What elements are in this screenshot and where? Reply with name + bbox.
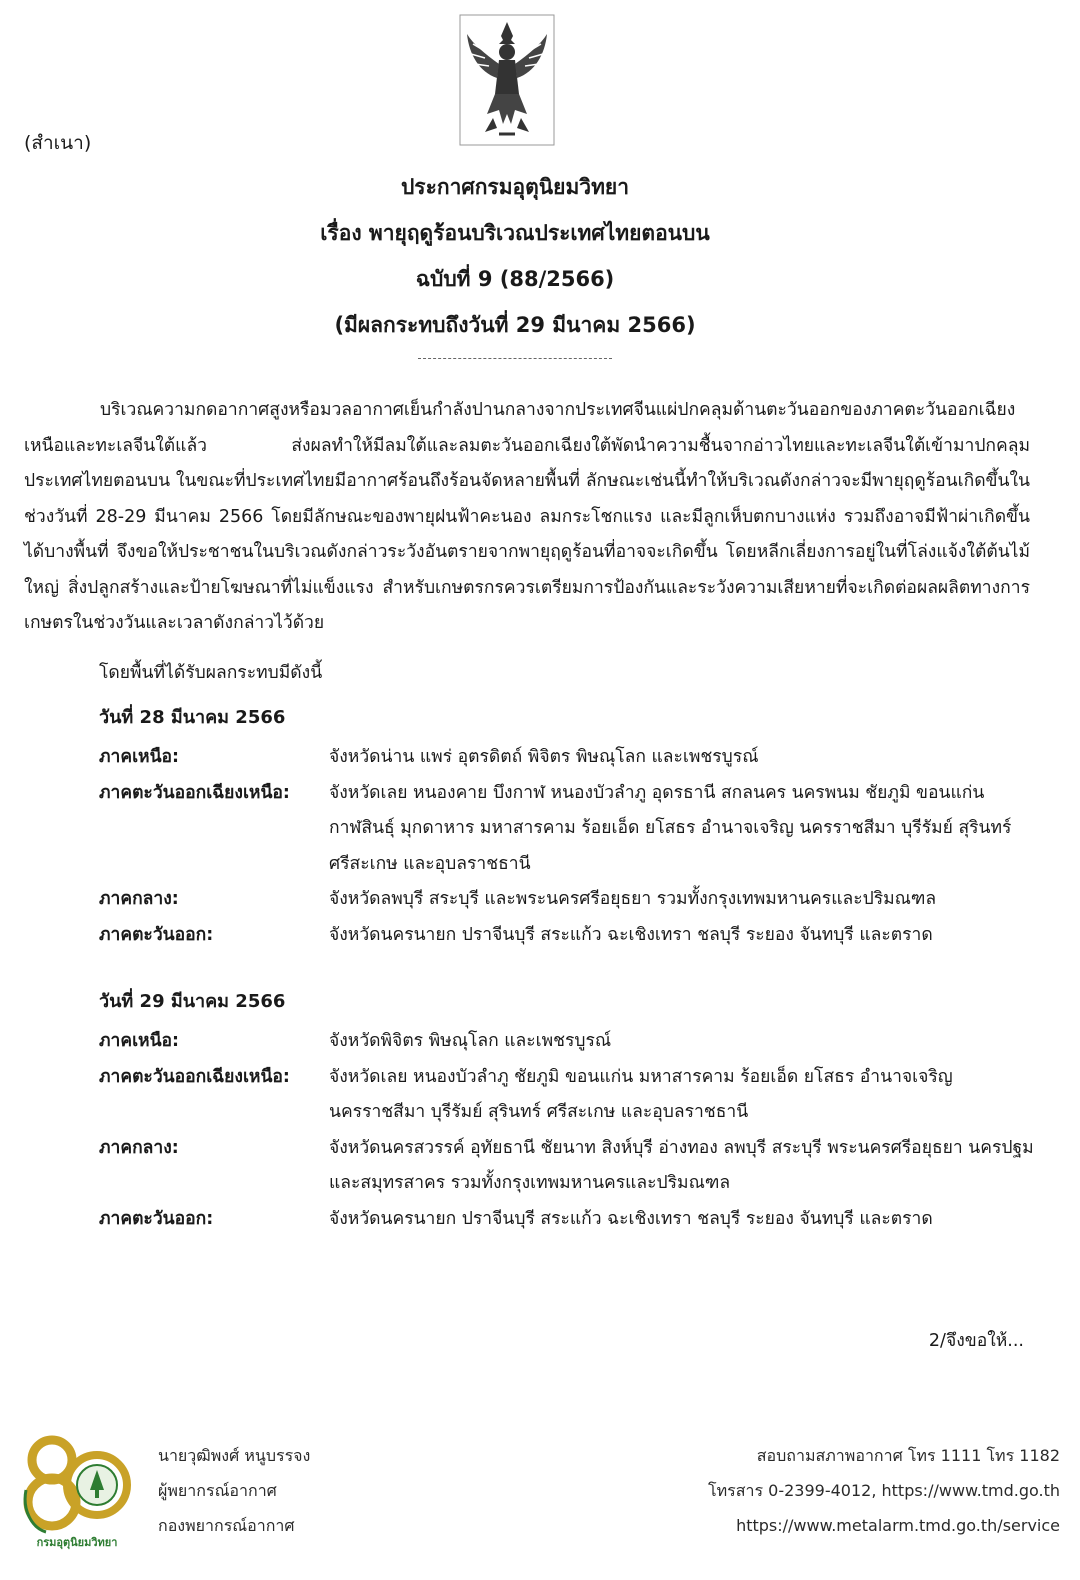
region-provinces: จังหวัดเลย หนองคาย บึงกาฬ หนองบัวลำภู อุดรธานี สกลนคร นครพนม ชัยภูมิ ขอนแก่น กาฬสินธุ์ มุกดาหาร มหาสารคาม ร้อยเอ็ด ยโสธร อำนาจเจริญ นครราชสีมา บุรีรัมย์ สุรินทร์ ศรีสะเกษ และอุบลราชธานี [329, 782, 1012, 874]
region-name: ภาคกลาง: [99, 889, 179, 909]
region-provinces: จังหวัดลพบุรี สระบุรี และพระนครศรีอยุธยา รวมทั้งกรุงเทพมหานครและปริมณฑล [329, 889, 937, 909]
tmd-80-logo [22, 1430, 132, 1555]
contact-phone: สอบถามสภาพอากาศ โทร 1111 โทร 1182 [756, 1446, 1060, 1465]
region-row [99, 1202, 1039, 1238]
signer-division: กองพยากรณ์อากาศ [158, 1516, 295, 1535]
day-title: วันที่ 28 มีนาคม 2566 [99, 707, 286, 728]
day-block-28 [99, 704, 1039, 953]
region-name: ภาคเหนือ: [99, 747, 180, 767]
region-name: ภาคเหนือ: [99, 1031, 180, 1051]
announcement-subject: เรื่อง พายุฤดูร้อนบริเวณประเทศไทยตอนบน [320, 221, 710, 245]
logo-text: กรมอุตุนิยมวิทยา [36, 1536, 118, 1549]
region-provinces: จังหวัดนครนายก ปราจีนบุรี สระแก้ว ฉะเชิงเทรา ชลบุรี ระยอง จันทบุรี และตราด [329, 924, 933, 945]
announcement-effective-date: (มีผลกระทบถึงวันที่ 29 มีนาคม 2566) [334, 313, 696, 337]
signer-name: นายวุฒิพงศ์ หนูบรรจง [158, 1446, 311, 1465]
day-title: วันที่ 29 มีนาคม 2566 [99, 991, 286, 1012]
region-provinces: จังหวัดนครนายก ปราจีนบุรี สระแก้ว ฉะเชิงเทรา ชลบุรี ระยอง จันทบุรี และตราด [329, 1208, 933, 1229]
region-name: ภาคตะวันออกเฉียงเหนือ: [99, 782, 290, 803]
contact-block [708, 1438, 1060, 1543]
announcement-titles [0, 170, 1030, 354]
day-block-29 [99, 988, 1039, 1237]
announcement-number: ฉบับที่ 9 (88/2566) [415, 267, 615, 291]
region-row [99, 1060, 1039, 1131]
region-provinces: จังหวัดพิจิตร พิษณุโลก และเพชรบูรณ์ [329, 1031, 612, 1051]
garuda-emblem [459, 14, 555, 146]
announcement-title: ประกาศกรมอุตุนิยมวิทยา [400, 175, 630, 199]
region-name: ภาคกลาง: [99, 1137, 179, 1158]
contact-fax-web: โทรสาร 0-2399-4012, https://www.tmd.go.th [708, 1481, 1060, 1500]
copy-label: (สำเนา) [24, 132, 92, 154]
region-row [99, 740, 1039, 776]
region-name: ภาคตะวันออก: [99, 924, 214, 945]
affected-areas-intro: โดยพื้นที่ได้รับผลกระทบมีดังนี้ [99, 663, 323, 683]
signer-block [158, 1438, 310, 1543]
region-provinces: จังหวัดนครสวรรค์ อุทัยธานี ชัยนาท สิงห์บุรี อ่างทอง ลพบุรี สระบุรี พระนครศรีอยุธยา นครปฐม และสมุทรสาคร รวมทั้งกรุงเทพมหานครและปริมณฑล [329, 1137, 1034, 1193]
region-row [99, 918, 1039, 954]
region-name: ภาคตะวันออกเฉียงเหนือ: [99, 1066, 290, 1087]
region-row [99, 1131, 1039, 1202]
region-row [99, 776, 1039, 883]
region-row [99, 882, 1039, 918]
contact-service-link[interactable]: https://www.metalarm.tmd.go.th/service [736, 1516, 1060, 1535]
signer-position: ผู้พยากรณ์อากาศ [158, 1481, 277, 1500]
title-divider [418, 358, 612, 359]
body-paragraph: บริเวณความกดอากาศสูงหรือมวลอากาศเย็นกำลังปานกลางจากประเทศจีนแผ่ปกคลุมด้านตะวันออกของภาคตะวันออกเฉียงเหนือและทะเลจีนใต้แล้ว ส่งผลทำให้มีลมใต้และลมตะวันออกเฉียงใต้พัดนำความชื้นจากอ่าวไทยและทะเลจีนใต้เข้ามาปกคลุมประเทศไทยตอนบน ในขณะที่ประเทศไทยมีอากาศร้อนถึงร้อนจัดหลายพื้นที่ ลักษณะเช่นนี้ทำให้บริเวณดังกล่าวจะมีพายุฤดูร้อนเกิดขึ้นในช่วงวันที่ 28-29 มีนาคม 2566 โดยมีลักษณะของพายุฝนฟ้าคะนอง ลมกระโชกแรง และมีลูกเห็บตกบางแห่ง รวมถึงอาจมีฟ้าผ่าเกิดขึ้นได้บางพื้นที่ จึงขอให้ประชาชนในบริเวณดังกล่าวระวังอันตรายจากพายุฤดูร้อนที่อาจจะเกิดขึ้น โดยหลีกเลี่ยงการอยู่ในที่โล่งแจ้งใต้ต้นไม้ใหญ่ สิ่งปลูกสร้างและป้ายโฆษณาที่ไม่แข็งแรง สำหรับเกษตรกรควรเตรียมการป้องกันและระวังความเสียหายที่จะเกิดต่อผลผลิตทางการเกษตรในช่วงวันและเวลาดังกล่าวไว้ด้วย [24, 400, 1030, 633]
region-provinces: จังหวัดน่าน แพร่ อุตรดิตถ์ พิจิตร พิษณุโลก และเพชรบูรณ์ [329, 747, 759, 767]
continued-on-next-page: 2/จึงขอให้... [928, 1331, 1024, 1351]
region-provinces: จังหวัดเลย หนองบัวลำภู ชัยภูมิ ขอนแก่น มหาสารคาม ร้อยเอ็ด ยโสธร อำนาจเจริญ นครราชสีมา บุรีรัมย์ สุรินทร์ ศรีสะเกษ และอุบลราชธานี [329, 1066, 953, 1122]
region-row [99, 1024, 1039, 1060]
region-name: ภาคตะวันออก: [99, 1208, 214, 1229]
